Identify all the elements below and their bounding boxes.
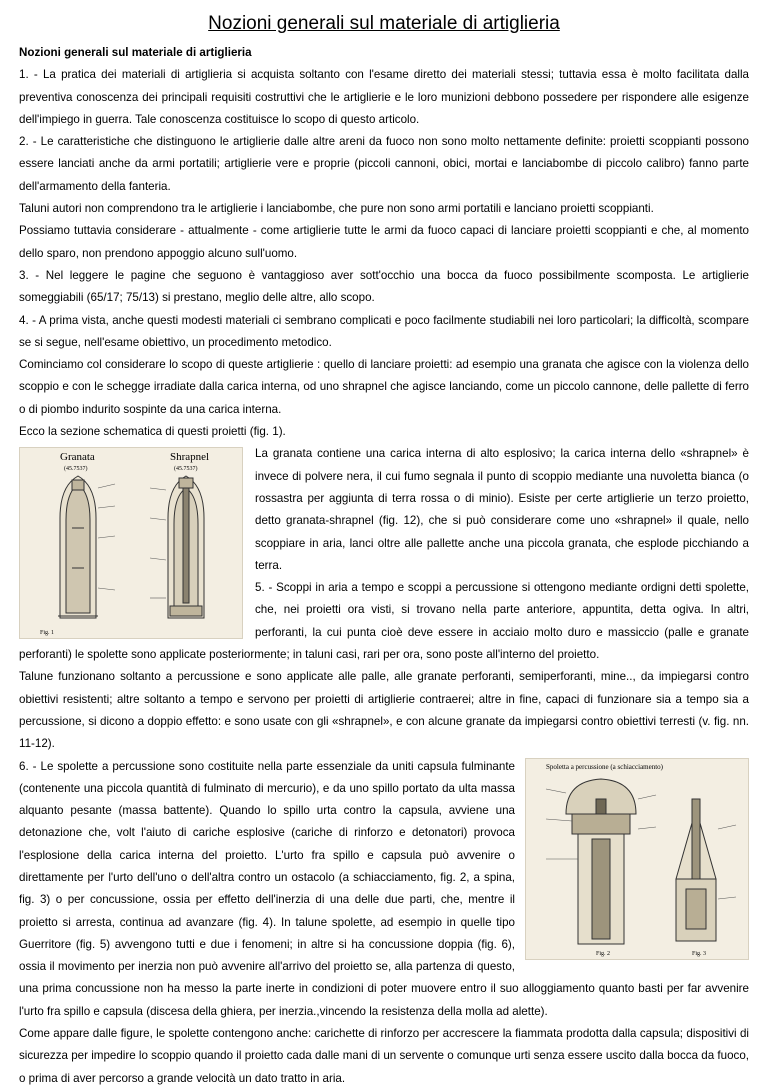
paragraph-8: Ecco la sezione schematica di questi proietti (fig. 1).	[19, 425, 286, 439]
figure-2-label-b: Fig. 3	[692, 950, 707, 957]
section-heading: Nozioni generali sul materiale di artiglieria	[19, 46, 252, 59]
paragraph-1: 1. - La pratica dei materiali di artiglieria si acquista soltanto con l'esame diretto dei materiali stessi; tuttavia essa è molto facilitata dalla preventiva conoscenza dei principali requisiti costruttivi che le artiglierie e le loro munizioni debbono possedere per rispondere alle esigenze dell'impiego in guerra. Tale conoscenza costituisce lo scopo di questo articolo.	[19, 68, 749, 126]
fuze-left-drawing	[566, 779, 636, 944]
figure-2-drawing	[526, 759, 748, 959]
figure-1-right-sub: (45.7537)	[174, 466, 198, 473]
paragraph-9: La granata contiene una carica interna di alto esplosivo; la carica interna dello «shrapnel» è invece di polvere nera, il cui fumo segnala il punto di scoppio mediante una nuvoletta bianca (o rossastra per aggiunta di terra rossa o di minio). Esiste per certe artiglierie un terzo proietto, detto granata-shrapnel (fig. 12), che si può considerare come uno «shrapnel» il quale, nello scoppiare in aria, lanci oltre alle pallette anche una piccola granata, che esplode picchiando a terra.	[255, 447, 749, 572]
figure-1-left-caption: Granata	[60, 451, 95, 464]
figure-2-label-a: Fig. 2	[596, 950, 611, 957]
paragraph-6: 4. - A prima vista, anche questi modesti materiali ci sembrano complicati e poco facilmente studiabili nei loro particolari; la difficoltà, scompare se si segue, nell'esame obiettivo, un procedimento metodico.	[19, 313, 749, 349]
figure-1-left-sub: (45.7537)	[64, 466, 88, 473]
document-page	[19, 0, 749, 1090]
paragraph-7: Cominciamo col considerare lo scopo di queste artiglierie : quello di lanciare proietti: ad esempio una granata che agisce con la violenza dello scoppio e con le schegge irradiate dalla carica interna, od uno shrapnel che agisce lanciando, come un piccolo cannone, delle pallette di ferro o di piombo indurito sospinte da una carica interna.	[19, 358, 749, 416]
figure-1-right-caption: Shrapnel	[170, 451, 210, 464]
paragraph-2: 2. - Le caratteristiche che distinguono le artiglierie dalle altre areni da fuoco non sono molto nettamente definite: proietti scoppianti possono essere lanciati anche da armi portatili; artiglierie vere e proprie (piccoli cannoni, obici, mortai e lanciabombe di piccolo calibro) fanno parte dell'armamento della fanteria.	[19, 135, 749, 193]
figure-1-drawing	[20, 448, 242, 638]
page-title: Nozioni generali sul materiale di artiglieria	[208, 13, 560, 34]
paragraph-11: Talune funzionano soltanto a percussione e sono applicate alle palle, alle granate perforanti, semiperforanti, mine.., da impiegarsi contro obiettivi resistenti; altre soltanto a tempo e servono per proietti di artiglierie contraerei; altre in fine, capaci di funzionare sia a tempo sia a percussione, si dicono a doppio effetto: e sono usate con gli «shrapnel», e con alcune granate da impiegarsi contro obiettivi terresti (v. fig. nn. 11-12).	[19, 670, 749, 751]
paragraph-12: 6. - Le spolette a percussione sono costituite nella parte essenziale da uniti capsula fulminante (contenente una piccola quantità di fulminato di mercurio), e da uno spillo portato da ulta massa alquanto pesante (massa battente). Quando lo spillo urta contro la capsula, avviene una detonazione che, volt l'aiuto di cariche esplosive (cariche di rinforzo e detonatori) provoca l'esplosione della carica interna del proietto. L'urto fra spillo e capsula può avvenire o direttamente per l'urto dell'uno o dell'altra contro un ostacolo (a schiacciamento, fig. 2, a spina, fig. 3) o per concussione, ossia per effetto dell'inerzia di una delle due parti, che, mentre il proietto si arresta, continua ad avanzare (fig. 4). In talune spolette, ad esempio in quelle tipo Guerritore (fig. 5) avvengono tutti e due i fenomeni; in altre si ha concussione doppia (fig. 6), ossia il movimento per inerzia non può avvenire all'arrivo del proietto se, alla partenza di questo, una prima concussione non ha messo la parte inerte in condizioni di poter muovere entro il suo alloggiamento quanto basti per far avvenire l'urto fra spillo e capsula (discesa della ghiera, per inerzia.,vincendo la resistenza della molla ad alette).	[19, 759, 749, 1018]
figure-1-label: Fig. 1	[40, 630, 55, 637]
figure-2-header: Spoletta a percussione (a schiacciamento)	[546, 762, 664, 771]
paragraph-3: Taluni autori non comprendono tra le artiglierie i lanciabombe, che pure non sono armi portatili e lanciano proietti scoppianti.	[19, 202, 654, 216]
figure-2-fuzes	[525, 758, 749, 960]
fuze-right-drawing	[676, 799, 716, 941]
paragraph-13: Come appare dalle figure, le spolette contengono anche: carichette di rinforzo per accrescere la fiammata prodotta dalla capsula; dispositivi di sicurezza per impedire lo scoppio quando il proietto cada dalle mani di un servente o comunque urti senza essere uscito dalla bocca da fuoco, o prima di aver percorso a grande velocità un dato tratto in aria.	[19, 1027, 749, 1085]
shrapnel-shell-drawing	[168, 476, 204, 618]
figure-1-projectiles	[19, 447, 243, 639]
paragraph-10: 5. - Scoppi in aria a tempo e scoppi a percussione si ottengono mediante ordigni detti spolette, che, nei proietti ora visti, si trovano nella parte anteriore, appuntita, detta ogiva. In altri, perforanti, la cui punta cioè deve essere in acciaio molto duro e massiccio (palle e granate perforanti) le spolette sono applicate posteriormente; in taluni casi, rari per ora, sono poste all'interno del proietto.	[19, 581, 749, 662]
paragraph-5: 3. - Nel leggere le pagine che seguono è vantaggioso aver sott'occhio una bocca da fuoco possibilmente scomposta. Le artiglierie someggiabili (65/17; 75/13) si prestano, meglio delle altre, allo scopo.	[19, 268, 749, 305]
granata-shell-drawing	[58, 476, 98, 618]
paragraph-4: Possiamo tuttavia considerare - attualmente - come artiglierie tutte le armi da fuoco capaci di lanciare proietti scoppianti e che, al momento dello sparo, non prendono appoggio alcuno sull'uomo.	[19, 224, 749, 260]
